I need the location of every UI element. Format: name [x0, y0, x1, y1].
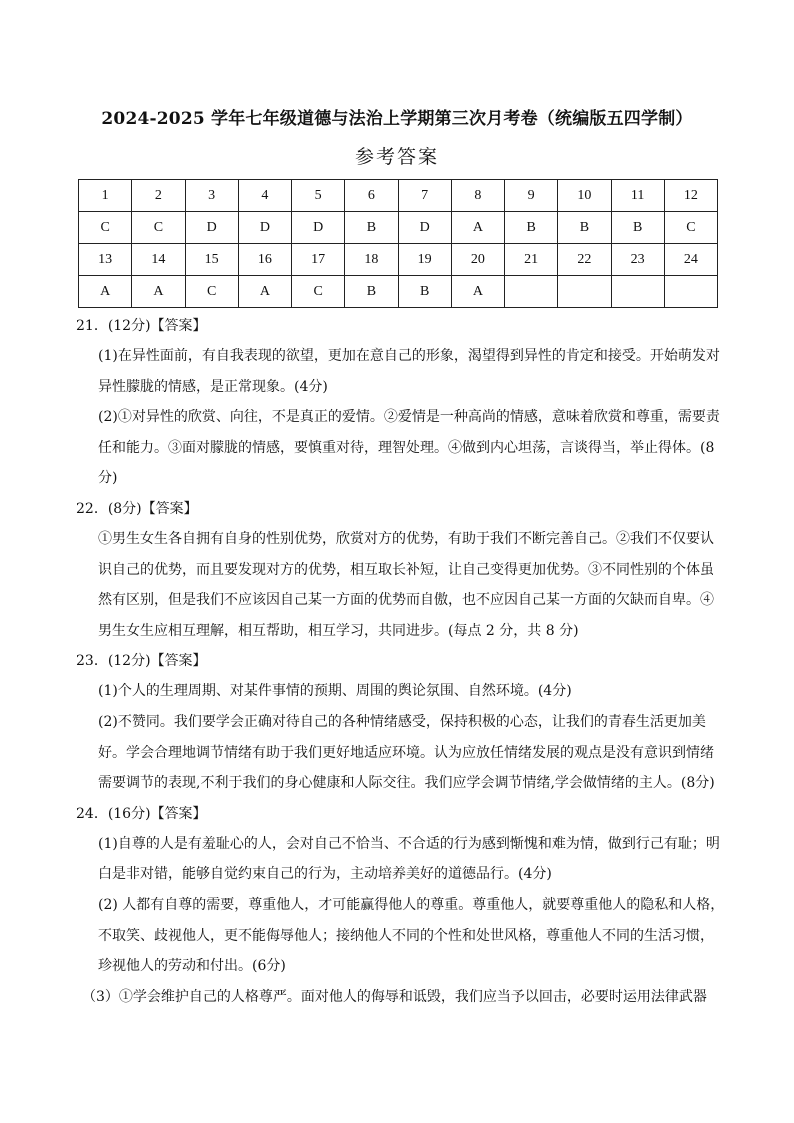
question-23-header: 23．(12分)【答案】 [76, 653, 207, 670]
table-cell: 8 [451, 180, 504, 212]
table-cell: 21 [505, 244, 558, 276]
page-title: 2024-2025 学年七年级道德与法治上学期第三次月考卷（统编版五四学制） [101, 109, 693, 129]
question-22-header: 22．(8分)【答案】 [76, 500, 198, 517]
answer-line: 分) [98, 470, 118, 487]
table-cell: 20 [451, 244, 504, 276]
table-cell: 12 [664, 180, 717, 212]
answer-line: (2)不赞同。我们要学会正确对待自己的各种情绪感受，保持积极的心态，让我们的青春生活更加美 [98, 713, 706, 730]
table-cell: B [345, 276, 398, 308]
table-cell: 5 [292, 180, 345, 212]
table-cell: 9 [505, 180, 558, 212]
table-row [79, 276, 718, 308]
table-cell: 4 [238, 180, 291, 212]
answer-line: (2) 人都有自尊的需要，尊重他人，才可能赢得他人的尊重。尊重他人，就要尊重他人的隐私和人格， [98, 896, 725, 913]
answer-line: ①男生女生各自拥有自身的性别优势，欣赏对方的优势，有助于我们不断完善自己。②我们不仅要认 [98, 530, 714, 547]
answer-line: 白是非对错，能够自觉约束自己的行为，主动培养美好的道德品行。(4分) [98, 866, 552, 883]
table-cell [611, 276, 664, 308]
table-cell: 15 [185, 244, 238, 276]
table-cell: D [185, 212, 238, 244]
answer-line: 任和能力。③面对朦胧的情感，要慎重对待，理智处理。④做到内心坦荡，言谈得当，举止得体。(8 [98, 439, 715, 456]
answer-line: 然有区别，但是我们不应该因自己某一方面的优势而自傲，也不应因自己某一方面的欠缺而自卑。④ [98, 592, 714, 609]
table-cell: 11 [611, 180, 664, 212]
table-cell: 18 [345, 244, 398, 276]
table-cell: 19 [398, 244, 451, 276]
table-cell: 24 [664, 244, 717, 276]
answer-line: (1)个人的生理周期、对某件事情的预期、周围的舆论氛围、自然环境。(4分) [98, 683, 572, 700]
answer-line: (1)在异性面前，有自我表现的欲望，更加在意自己的形象，渴望得到异性的肯定和接受。开始萌发对 [98, 348, 720, 364]
table-cell: B [611, 212, 664, 244]
page-subtitle: 参考答案 [354, 146, 439, 168]
table-cell: 22 [558, 244, 611, 276]
answer-line: 异性朦胧的情感，是正常现象。(4分) [98, 378, 328, 395]
table-cell: D [238, 212, 291, 244]
answer-table [78, 179, 718, 308]
table-cell: B [505, 212, 558, 244]
table-cell: 6 [345, 180, 398, 212]
table-cell: C [292, 276, 345, 308]
table-cell: A [238, 276, 291, 308]
table-cell [664, 276, 717, 308]
answer-line: (1)自尊的人是有羞耻心的人，会对自己不恰当、不合适的行为感到惭愧和难为情，做到行己有耻；明 [98, 835, 720, 852]
table-cell: A [451, 276, 504, 308]
answers-body [76, 311, 728, 1012]
table-cell: 23 [611, 244, 664, 276]
answer-line: 珍视他人的劳动和付出。(6分) [98, 958, 286, 975]
table-cell: D [398, 212, 451, 244]
table-cell: 2 [132, 180, 185, 212]
table-cell: C [185, 276, 238, 308]
table-cell: 3 [185, 180, 238, 212]
table-cell [505, 276, 558, 308]
table-cell: 14 [132, 244, 185, 276]
table-cell: 10 [558, 180, 611, 212]
table-cell: 1 [79, 180, 132, 212]
table-cell: 16 [238, 244, 291, 276]
table-cell: A [79, 276, 132, 308]
table-cell: C [132, 212, 185, 244]
table-cell: C [79, 212, 132, 244]
table-row [79, 180, 718, 212]
question-24-header: 24．(16分)【答案】 [76, 805, 207, 822]
answer-line: 男生女生应相互理解，相互帮助，相互学习，共同进步。(每点 2 分，共 8 分) [98, 622, 579, 639]
answer-line: (2)①对异性的欣赏、向往，不是真正的爱情。②爱情是一种高尚的情感，意味着欣赏和尊重，需要责 [98, 409, 720, 426]
table-cell: C [664, 212, 717, 244]
table-cell: B [398, 276, 451, 308]
table-cell: B [345, 212, 398, 244]
table-row [79, 244, 718, 276]
answer-line: 好。学会合理地调节情绪有助于我们更好地适应环境。认为应放任情绪发展的观点是没有意识到情绪 [98, 744, 714, 761]
table-cell: B [558, 212, 611, 244]
table-cell: A [451, 212, 504, 244]
table-cell: 13 [79, 244, 132, 276]
table-cell: D [292, 212, 345, 244]
answer-line: （3）①学会维护自己的人格尊严。面对他人的侮辱和诋毁，我们应当予以回击，必要时运用法律武器 [82, 988, 707, 1005]
answer-line: 需要调节的表现,不利于我们的身心健康和人际交往。我们应学会调节情绪,学会做情绪的主人。(8分) [98, 775, 715, 792]
table-cell [558, 276, 611, 308]
table-cell: 7 [398, 180, 451, 212]
table-row [79, 212, 718, 244]
answer-line: 不取笑、歧视他人，更不能侮辱他人；接纳他人不同的个性和处世风格，尊重他人不同的生活习惯， [98, 927, 714, 944]
question-21-header: 21．(12分)【答案】 [76, 318, 207, 334]
table-cell: 17 [292, 244, 345, 276]
table-cell: A [132, 276, 185, 308]
answer-line: 识自己的优势，而且要发现对方的优势，相互取长补短，让自己变得更加优势。③不同性别的个体虽 [98, 561, 714, 578]
